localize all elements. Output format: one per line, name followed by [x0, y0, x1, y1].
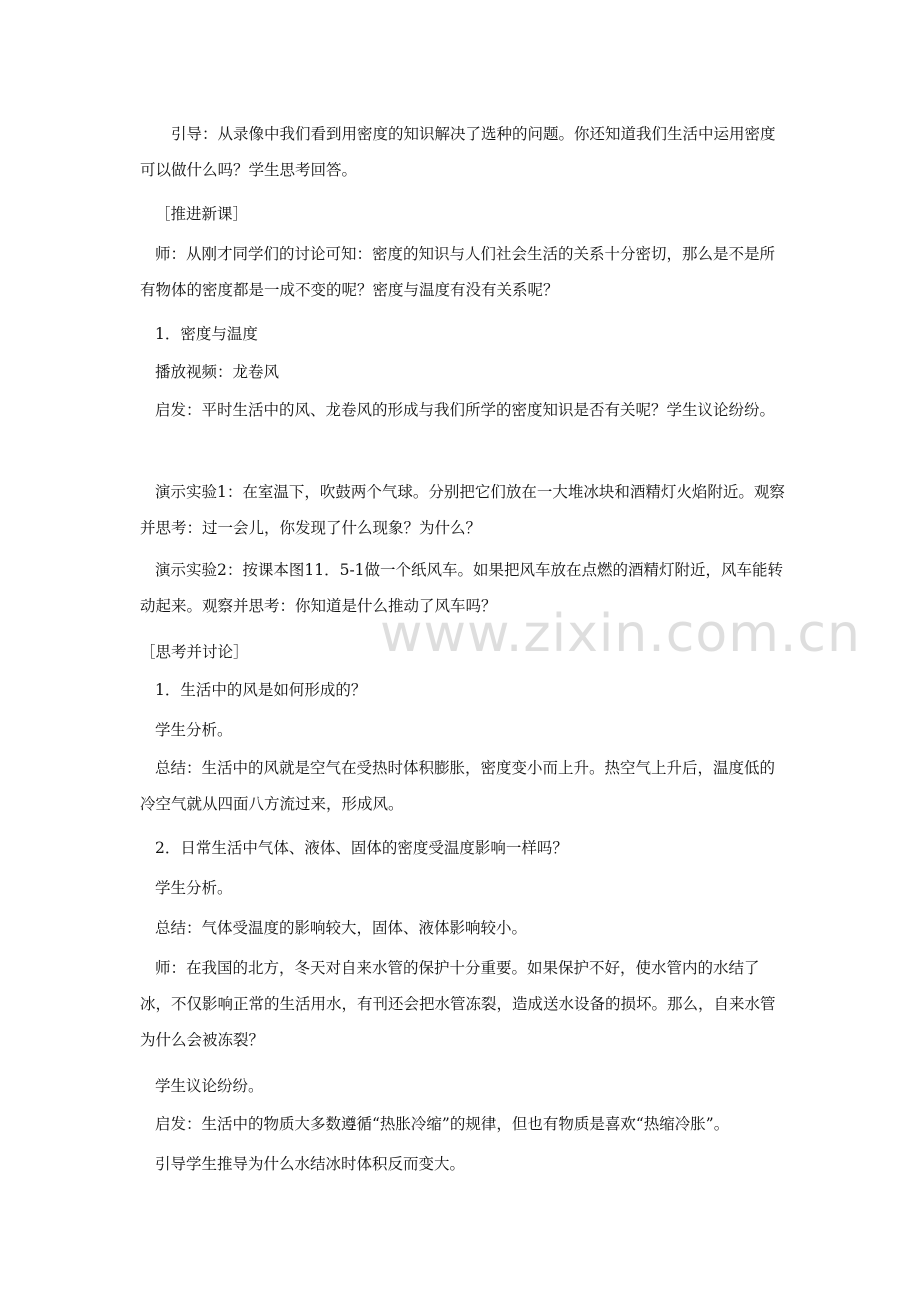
paragraph-student-analysis-1: 学生分析。: [155, 721, 233, 739]
paragraph-student-discussion: 学生议论纷纷。: [155, 1077, 264, 1095]
heading-density-temperature: 1．密度与温度: [155, 325, 258, 343]
paragraph-inspire-1: 启发：平时生活中的风、龙卷风的形成与我们所学的密度知识是否有关呢？学生议论纷纷。: [155, 401, 776, 419]
paragraph-student-analysis-2: 学生分析。: [155, 879, 233, 897]
paragraph-experiment-2: 演示实验2：按课本图11．5-1做一个纸风车。如果把风车放在点燃的酒精灯附近，风车能转动起来。观察并思考：你知道是什么推动了风车吗？: [140, 561, 784, 615]
section-heading-discussion: ［思考并讨论］: [140, 643, 249, 661]
paragraph-experiment-1: 演示实验1：在室温下，吹鼓两个气球。分别把它们放在一大堆冰块和酒精灯火焰附近。观察并思考：过一会儿，你发现了什么现象？为什么？: [140, 483, 785, 537]
paragraph-summary-1: 总结：生活中的风就是空气在受热时体积膨胀，密度变小而上升。热空气上升后，温度低的冷空气就从四面八方流过来，形成风。: [140, 759, 776, 813]
watermark-text: www.zixin.com.cn: [380, 604, 861, 664]
paragraph-intro: 引导：从录像中我们看到用密度的知识解决了选种的问题。你还知道我们生活中运用密度可以做什么吗？学生思考回答。: [140, 125, 776, 179]
paragraph-summary-2: 总结：气体受温度的影响较大，固体、液体影响较小。: [155, 919, 528, 937]
paragraph-guide: 引导学生推导为什么水结冰时体积反而变大。: [155, 1155, 466, 1173]
question-1: 1．生活中的风是如何形成的？: [155, 681, 367, 699]
paragraph-teacher-1: 师：从刚才同学们的讨论可知：密度的知识与人们社会生活的关系十分密切，那么是不是所有物体的密度都是一成不变的呢？密度与温度有没有关系呢？: [140, 245, 776, 299]
paragraph-video: 播放视频：龙卷风: [155, 363, 280, 381]
question-2: 2．日常生活中气体、液体、固体的密度受温度影响一样吗？: [155, 839, 568, 857]
paragraph-teacher-2: 师：在我国的北方，冬天对自来水管的保护十分重要。如果保护不好，使水管内的水结了冰，不仅影响正常的生活用水，有刊还会把水管冻裂，造成送水设备的损坏。那么，自来水管为什么会被冻裂？: [140, 959, 776, 1049]
paragraph-inspire-2: 启发：生活中的物质大多数遵循“热胀冷缩”的规律，但也有物质是喜欢“热缩冷胀”。: [155, 1115, 730, 1133]
section-heading-new-lesson: ［推进新课］: [155, 205, 249, 223]
